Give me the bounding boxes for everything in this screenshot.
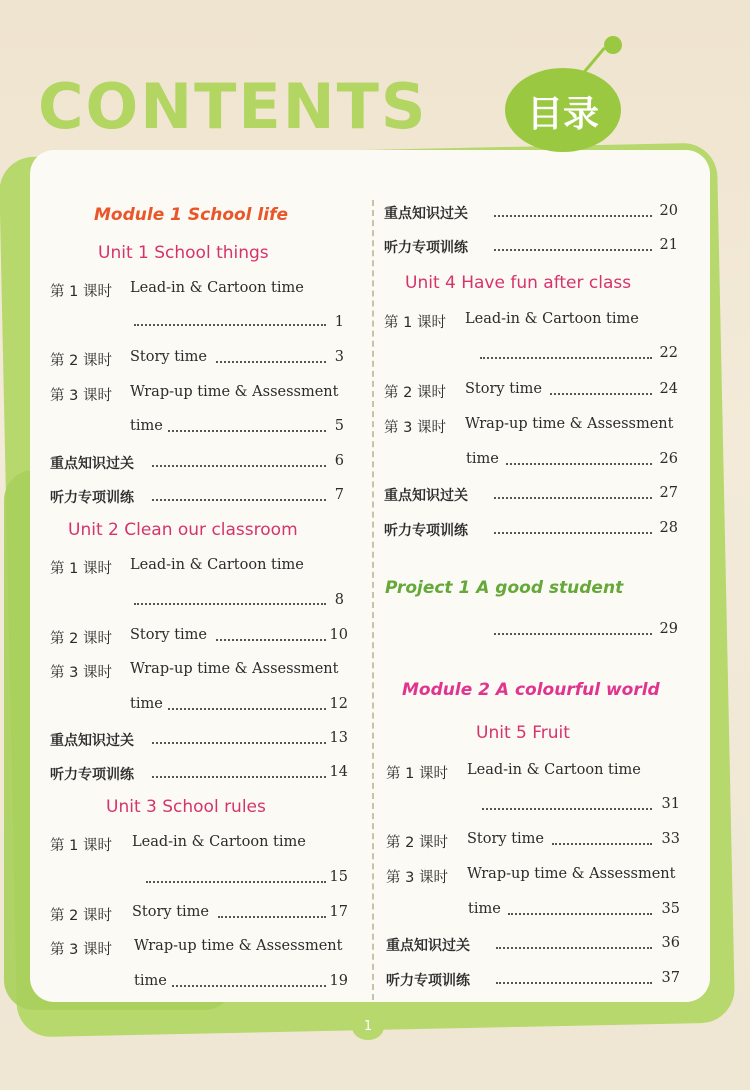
page-ref[interactable]: 17	[329, 904, 348, 920]
unit-2-heading: Unit 2 Clean our classroom	[68, 520, 298, 540]
unit-4-heading: Unit 4 Have fun after class	[405, 273, 632, 293]
lesson-label: 第 3 课时	[50, 665, 112, 681]
page-ref[interactable]: 27	[659, 485, 678, 501]
lesson-label: 第 2 课时	[50, 908, 112, 924]
lesson-label: 第 3 课时	[386, 870, 448, 886]
toc-entry-title-cont: time	[130, 696, 163, 712]
lesson-label: 第 1 课时	[50, 838, 112, 854]
page-ref[interactable]: 19	[329, 973, 348, 989]
toc-entry-title[interactable]: Lead-in & Cartoon time	[467, 762, 641, 778]
unit-1-heading: Unit 1 School things	[98, 243, 269, 263]
lesson-label: 第 1 课时	[50, 284, 112, 300]
page-ref[interactable]: 3	[334, 349, 344, 365]
toc-entry-title[interactable]: Lead-in & Cartoon time	[130, 280, 304, 296]
page-ref[interactable]: 10	[329, 627, 348, 643]
toc-entry-title[interactable]: Wrap-up time & Assessment	[465, 416, 674, 432]
page-ref[interactable]: 1	[334, 314, 344, 330]
leader-dots	[134, 603, 326, 605]
page-ref[interactable]: 5	[334, 418, 344, 434]
unit-5-heading: Unit 5 Fruit	[476, 723, 570, 743]
leader-dots	[494, 249, 652, 251]
toc-entry-title-cont: time	[134, 973, 167, 989]
page-ref[interactable]: 36	[661, 935, 680, 951]
page-ref[interactable]: 14	[329, 764, 348, 780]
lesson-label: 第 1 课时	[384, 315, 446, 331]
page-ref[interactable]: 26	[659, 451, 678, 467]
leader-dots	[506, 463, 652, 465]
page-number: 1	[352, 1014, 384, 1040]
lesson-label: 第 2 课时	[386, 835, 448, 851]
toc-entry-title[interactable]: Story time	[130, 627, 208, 643]
review-label[interactable]: 重点知识过关	[386, 938, 470, 954]
page-ref[interactable]: 22	[659, 345, 678, 361]
page-ref[interactable]: 8	[334, 592, 344, 608]
page-ref[interactable]: 15	[329, 869, 348, 885]
leader-dots	[494, 633, 652, 635]
leader-dots	[508, 913, 652, 915]
review-label[interactable]: 重点知识过关	[384, 488, 468, 504]
lesson-label: 第 3 课时	[384, 420, 446, 436]
lesson-label: 第 3 课时	[50, 388, 112, 404]
leader-dots	[152, 499, 326, 501]
leader-dots	[216, 639, 326, 641]
leader-dots	[480, 357, 652, 359]
toc-entry-title[interactable]: Story time	[465, 381, 543, 397]
toc-entry-title[interactable]: Lead-in & Cartoon time	[465, 311, 639, 327]
lesson-label: 第 1 课时	[386, 766, 448, 782]
badge-antenna-dot	[604, 36, 622, 54]
leader-dots	[152, 742, 326, 744]
listening-label[interactable]: 听力专项训练	[384, 240, 468, 256]
page-ref[interactable]: 21	[659, 237, 678, 253]
project-1-heading[interactable]: Project 1 A good student	[385, 578, 624, 598]
toc-entry-title[interactable]: Lead-in & Cartoon time	[130, 557, 304, 573]
leader-dots	[146, 881, 326, 883]
toc-entry-title[interactable]: Story time	[130, 349, 208, 365]
review-label[interactable]: 重点知识过关	[50, 456, 134, 472]
toc-entry-title[interactable]: Story time	[467, 831, 545, 847]
page-ref[interactable]: 33	[661, 831, 680, 847]
leader-dots	[152, 465, 326, 467]
leader-dots	[134, 324, 326, 326]
review-label[interactable]: 重点知识过关	[50, 733, 134, 749]
leader-dots	[172, 985, 326, 987]
page-ref[interactable]: 28	[659, 520, 678, 536]
toc-entry-title-cont: time	[466, 451, 499, 467]
lesson-label: 第 2 课时	[50, 631, 112, 647]
toc-entry-title[interactable]: Wrap-up time & Assessment	[467, 866, 676, 882]
leader-dots	[168, 430, 326, 432]
leader-dots	[152, 776, 326, 778]
page-ref[interactable]: 37	[661, 970, 680, 986]
leader-dots	[216, 361, 326, 363]
toc-entry-title[interactable]: Wrap-up time & Assessment	[134, 938, 343, 954]
module-2-heading: Module 2 A colourful world	[402, 680, 660, 700]
leader-dots	[496, 982, 652, 984]
page-ref[interactable]: 13	[329, 730, 348, 746]
toc-entry-title[interactable]: Story time	[132, 904, 210, 920]
leader-dots	[168, 708, 326, 710]
module-1-heading: Module 1 School life	[94, 205, 288, 225]
lesson-label: 第 3 课时	[50, 942, 112, 958]
leader-dots	[482, 808, 652, 810]
column-divider	[372, 200, 374, 1000]
leader-dots	[494, 215, 652, 217]
unit-3-heading: Unit 3 School rules	[106, 797, 266, 817]
toc-entry-title[interactable]: Lead-in & Cartoon time	[132, 834, 306, 850]
page-ref[interactable]: 29	[659, 621, 678, 637]
listening-label[interactable]: 听力专项训练	[50, 767, 134, 783]
toc-entry-title[interactable]: Wrap-up time & Assessment	[130, 384, 339, 400]
page-ref[interactable]: 7	[334, 487, 344, 503]
leader-dots	[494, 497, 652, 499]
toc-entry-title[interactable]: Wrap-up time & Assessment	[130, 661, 339, 677]
lesson-label: 第 2 课时	[384, 385, 446, 401]
lesson-label: 第 1 课时	[50, 561, 112, 577]
toc-entry-title-cont: time	[468, 901, 501, 917]
review-label[interactable]: 重点知识过关	[384, 206, 468, 222]
badge-label: 目录	[526, 94, 599, 135]
toc-entry-title-cont: time	[130, 418, 163, 434]
page-ref[interactable]: 35	[661, 901, 680, 917]
leader-dots	[496, 947, 652, 949]
leader-dots	[218, 916, 326, 918]
contents-badge	[505, 68, 621, 152]
leader-dots	[550, 393, 652, 395]
leader-dots	[552, 843, 652, 845]
listening-label[interactable]: 听力专项训练	[386, 973, 470, 989]
page-ref[interactable]: 6	[334, 453, 344, 469]
page-ref[interactable]: 24	[659, 381, 678, 397]
page-title: CONTENTS	[38, 70, 428, 143]
listening-label[interactable]: 听力专项训练	[50, 490, 134, 506]
page-ref[interactable]: 20	[659, 203, 678, 219]
listening-label[interactable]: 听力专项训练	[384, 523, 468, 539]
page-ref[interactable]: 31	[661, 796, 680, 812]
page-ref[interactable]: 12	[329, 696, 348, 712]
lesson-label: 第 2 课时	[50, 353, 112, 369]
leader-dots	[494, 532, 652, 534]
